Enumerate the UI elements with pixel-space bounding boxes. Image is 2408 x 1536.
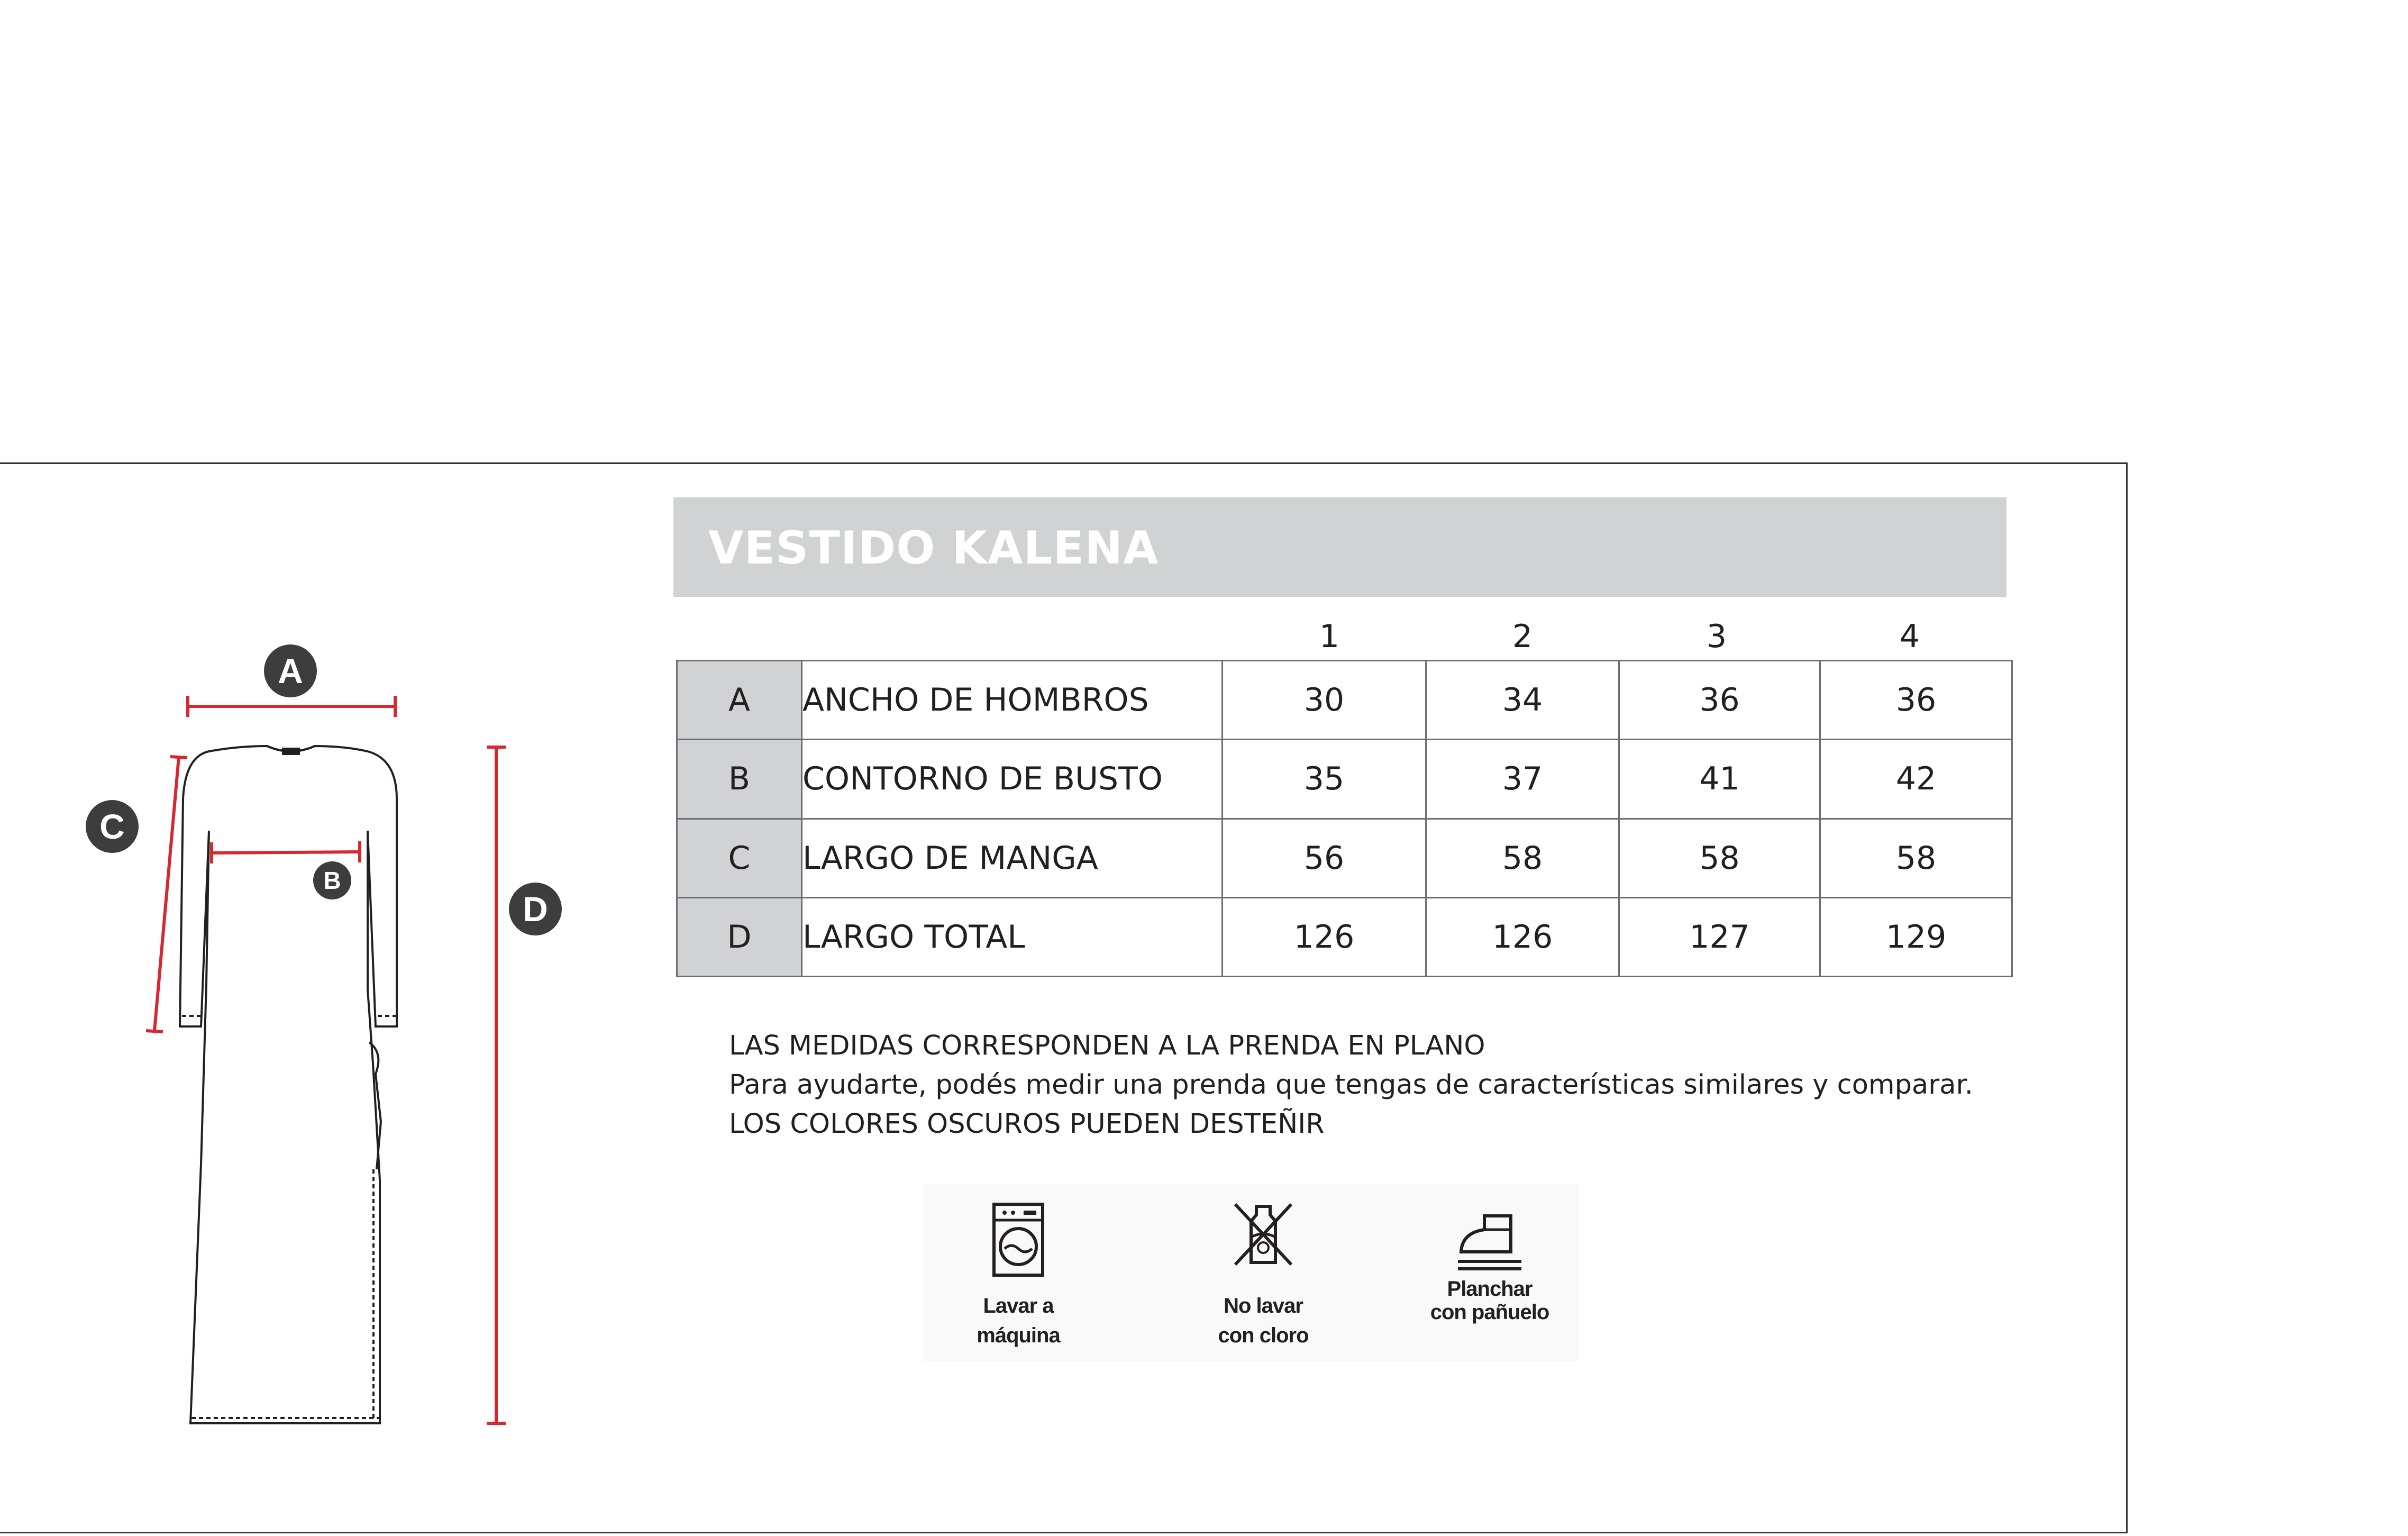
table-cell: 37 [1426, 740, 1619, 819]
care-label-line: con pañuelo [1430, 1301, 1549, 1324]
measure-line-a [188, 696, 395, 717]
table-cell: 126 [1223, 897, 1426, 976]
note-line: Para ayudarte, podés medir una prenda que tengas de características similares y comparar. [729, 1069, 1973, 1101]
size-table [676, 660, 2013, 977]
marker-d: D [509, 883, 562, 935]
row-label: ANCHO DE HOMBROS [802, 661, 1223, 740]
care-label-line: con cloro [1218, 1324, 1309, 1347]
measurement-notes [729, 1026, 1973, 1144]
size-header-2: 2 [1512, 618, 1533, 655]
measure-line-d [487, 747, 506, 1423]
note-line: LAS MEDIDAS CORRESPONDEN A LA PRENDA EN PLANO [729, 1030, 1485, 1061]
row-letter: A [677, 661, 802, 740]
marker-c: C [86, 800, 139, 853]
iron-icon [1453, 1200, 1527, 1274]
table-row [677, 897, 2012, 976]
care-instructions [923, 1184, 1579, 1361]
care-label-line: No lavar [1224, 1294, 1303, 1317]
marker-b: B [313, 861, 351, 899]
no-bleach-icon [1229, 1200, 1298, 1269]
table-cell: 42 [1820, 740, 2012, 819]
size-header-1: 1 [1319, 618, 1340, 655]
care-item-bleach [1184, 1200, 1343, 1350]
table-cell: 36 [1619, 661, 1820, 740]
row-label: CONTORNO DE BUSTO [802, 740, 1223, 819]
row-letter: B [677, 740, 802, 819]
table-cell: 30 [1223, 661, 1426, 740]
table-row [677, 819, 2012, 897]
care-label-line: máquina [977, 1324, 1060, 1347]
care-item-wash [939, 1200, 1098, 1350]
table-cell: 58 [1619, 819, 1820, 897]
washing-machine-icon [987, 1200, 1050, 1279]
row-label: LARGO DE MANGA [802, 819, 1223, 897]
table-cell: 127 [1619, 897, 1820, 976]
page-title: VESTIDO KALENA [708, 522, 1159, 575]
table-row [677, 740, 2012, 819]
table-cell: 129 [1820, 897, 2012, 976]
care-label-line: Lavar a [983, 1294, 1054, 1317]
note-line: LOS COLORES OSCUROS PUEDEN DESTEÑIR [729, 1108, 1325, 1140]
table-cell: 34 [1426, 661, 1619, 740]
row-label: LARGO TOTAL [802, 897, 1223, 976]
size-header-4: 4 [1899, 618, 1920, 655]
table-row [677, 661, 2012, 740]
care-item-iron [1410, 1200, 1569, 1324]
table-cell: 41 [1619, 740, 1820, 819]
care-label-line: Planchar [1447, 1277, 1533, 1301]
table-cell: 36 [1820, 661, 2012, 740]
row-letter: D [677, 897, 802, 976]
row-letter: C [677, 819, 802, 897]
table-cell: 126 [1426, 897, 1619, 976]
table-cell: 58 [1820, 819, 2012, 897]
size-header-3: 3 [1706, 618, 1727, 655]
title-bar [673, 497, 2006, 597]
dress-illustration-icon [79, 661, 555, 1455]
marker-a: A [264, 644, 317, 697]
table-cell: 58 [1426, 819, 1619, 897]
table-cell: 56 [1223, 819, 1426, 897]
table-cell: 35 [1223, 740, 1426, 819]
